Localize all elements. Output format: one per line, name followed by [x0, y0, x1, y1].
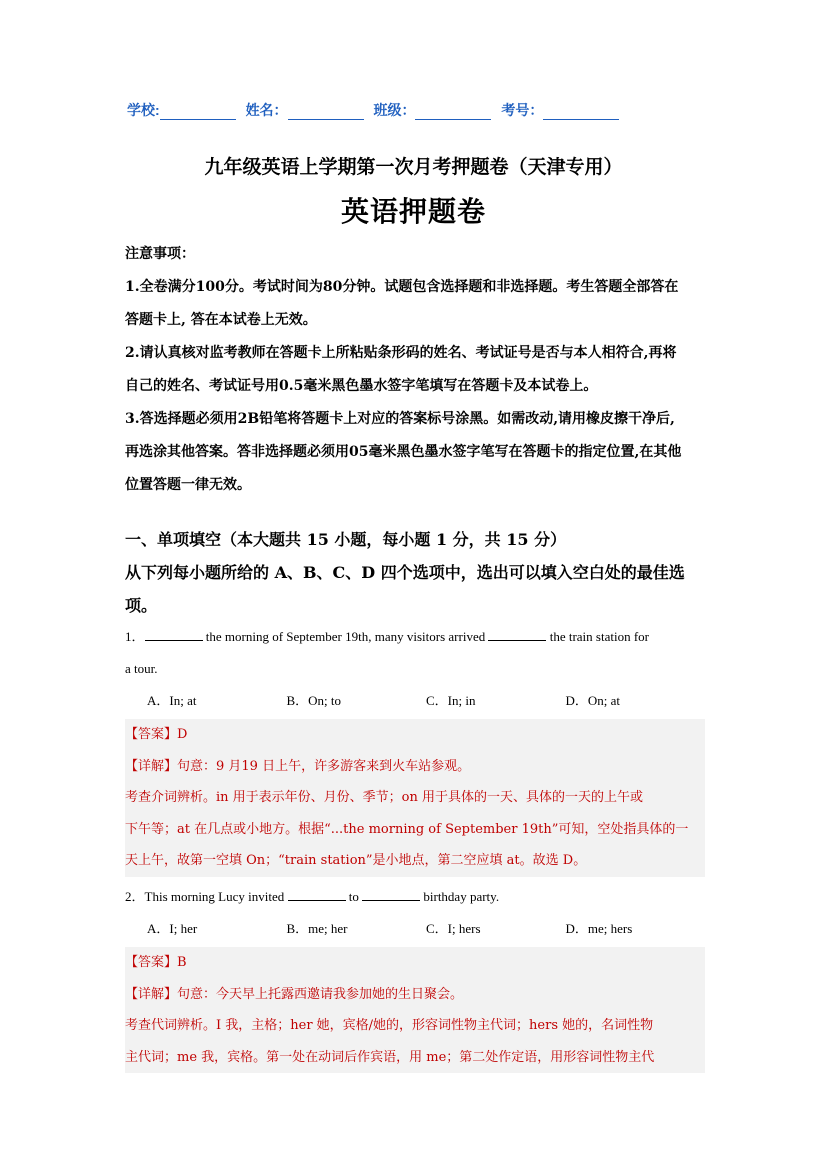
exam-number-label: 考号：: [501, 102, 544, 118]
question-stem: 1． the morning of September 19th, many visitors arrived the train station for: [125, 629, 649, 644]
explain-line: 考查介词辨析。in 用于表示年份、月份、季节；on 用于具体的一天、具体的一天的上午或: [125, 790, 643, 805]
notes-heading: 注意事项：: [125, 246, 195, 262]
section-header: [125, 523, 705, 622]
notes-block: [125, 238, 705, 502]
exam-number-blank: [543, 103, 619, 120]
answer-line: 【答案】D: [125, 727, 188, 742]
student-info-line: [125, 100, 623, 120]
option-c: C．I; hers: [426, 921, 481, 936]
answer-line: 【答案】B: [125, 955, 187, 970]
explain-line: 考查代词辨析。I 我，主格；her 她，宾格/她的，形容词性物主代词；hers 她的，名词性物: [125, 1018, 654, 1033]
option-b: B．me; her: [286, 921, 348, 936]
answer-blank: [145, 628, 203, 641]
option-d: D．me; hers: [565, 921, 633, 936]
section-heading: 一、单项填空（本大题共 15 小题，每小题 1 分，共 15 分）: [125, 530, 567, 549]
explain-line: 天上午，故第一空填 On；“train station”是小地点，第二空应填 at。故选 D。: [125, 853, 587, 868]
options-row: [125, 913, 705, 945]
answer-block-2: [125, 947, 705, 1073]
explain-line: 下午等；at 在几点或小地方。根据“...the morning of September 19th”可知，空处指具体的一: [125, 821, 689, 837]
option-c: C．In; in: [426, 693, 476, 708]
question-2: [125, 881, 705, 945]
option-d: D．On; at: [565, 693, 621, 708]
class-blank: [415, 103, 491, 120]
answer-blank: [488, 628, 546, 641]
note-line: 自己的姓名、考试证号用0.5毫米黑色墨水签字笔填写在答题卡及本试卷上。: [125, 378, 598, 394]
note-line: 位置答题一律无效。: [125, 477, 251, 493]
name-label: 姓名：: [245, 102, 288, 118]
note-line: 1.全卷满分100分。考试时间为80分钟。试题包含选择题和非选择题。考生答题全部答在: [125, 279, 679, 295]
school-label: 学校:: [127, 102, 160, 118]
explain-line: 主代词；me 我，宾格。第一处在动词后作宾语，用 me；第二处作定语，用形容词性物主代: [125, 1049, 655, 1065]
option-b: B．On; to: [286, 693, 342, 708]
answer-blank: [362, 888, 420, 901]
question-stem-cont: a tour.: [125, 661, 158, 676]
question-1: [125, 621, 705, 717]
name-blank: [288, 103, 364, 120]
section-instruction: 从下列每小题所给的 A、B、C、D 四个选项中，选出可以填入空白处的最佳选: [125, 563, 685, 582]
question-stem: 2．This morning Lucy invited to birthday party.: [125, 889, 500, 904]
detail-line: 【详解】句意：9 月19 日上午，许多游客来到火车站参观。: [125, 758, 471, 774]
exam-subtitle: 英语押题卷: [340, 195, 486, 228]
answer-block-1: [125, 719, 705, 877]
section-instruction: 项。: [125, 596, 158, 615]
note-line: 答题卡上, 答在本试卷上无效。: [125, 312, 317, 328]
detail-line: 【详解】句意：今天早上托露西邀请我参加她的生日聚会。: [125, 986, 464, 1002]
school-blank: [160, 103, 236, 120]
class-label: 班级：: [373, 102, 416, 118]
note-line: 3.答选择题必须用2B铅笔将答题卡上对应的答案标号涂黑。如需改动,请用橡皮擦干净后,: [125, 411, 675, 427]
note-line: 2.请认真核对监考教师在答题卡上所粘贴条形码的姓名、考试证号是否与本人相符合,再将: [125, 345, 677, 361]
note-line: 再选涂其他答案。答非选择题必须用05毫米黑色墨水签字笔写在答题卡的指定位置,在其他: [125, 444, 682, 460]
answer-blank: [288, 888, 346, 901]
option-a: A．I; her: [147, 921, 198, 936]
options-row: [125, 685, 705, 717]
option-a: A．In; at: [147, 693, 197, 708]
exam-title: 九年级英语上学期第一次月考押题卷（天津专用）: [204, 156, 623, 178]
